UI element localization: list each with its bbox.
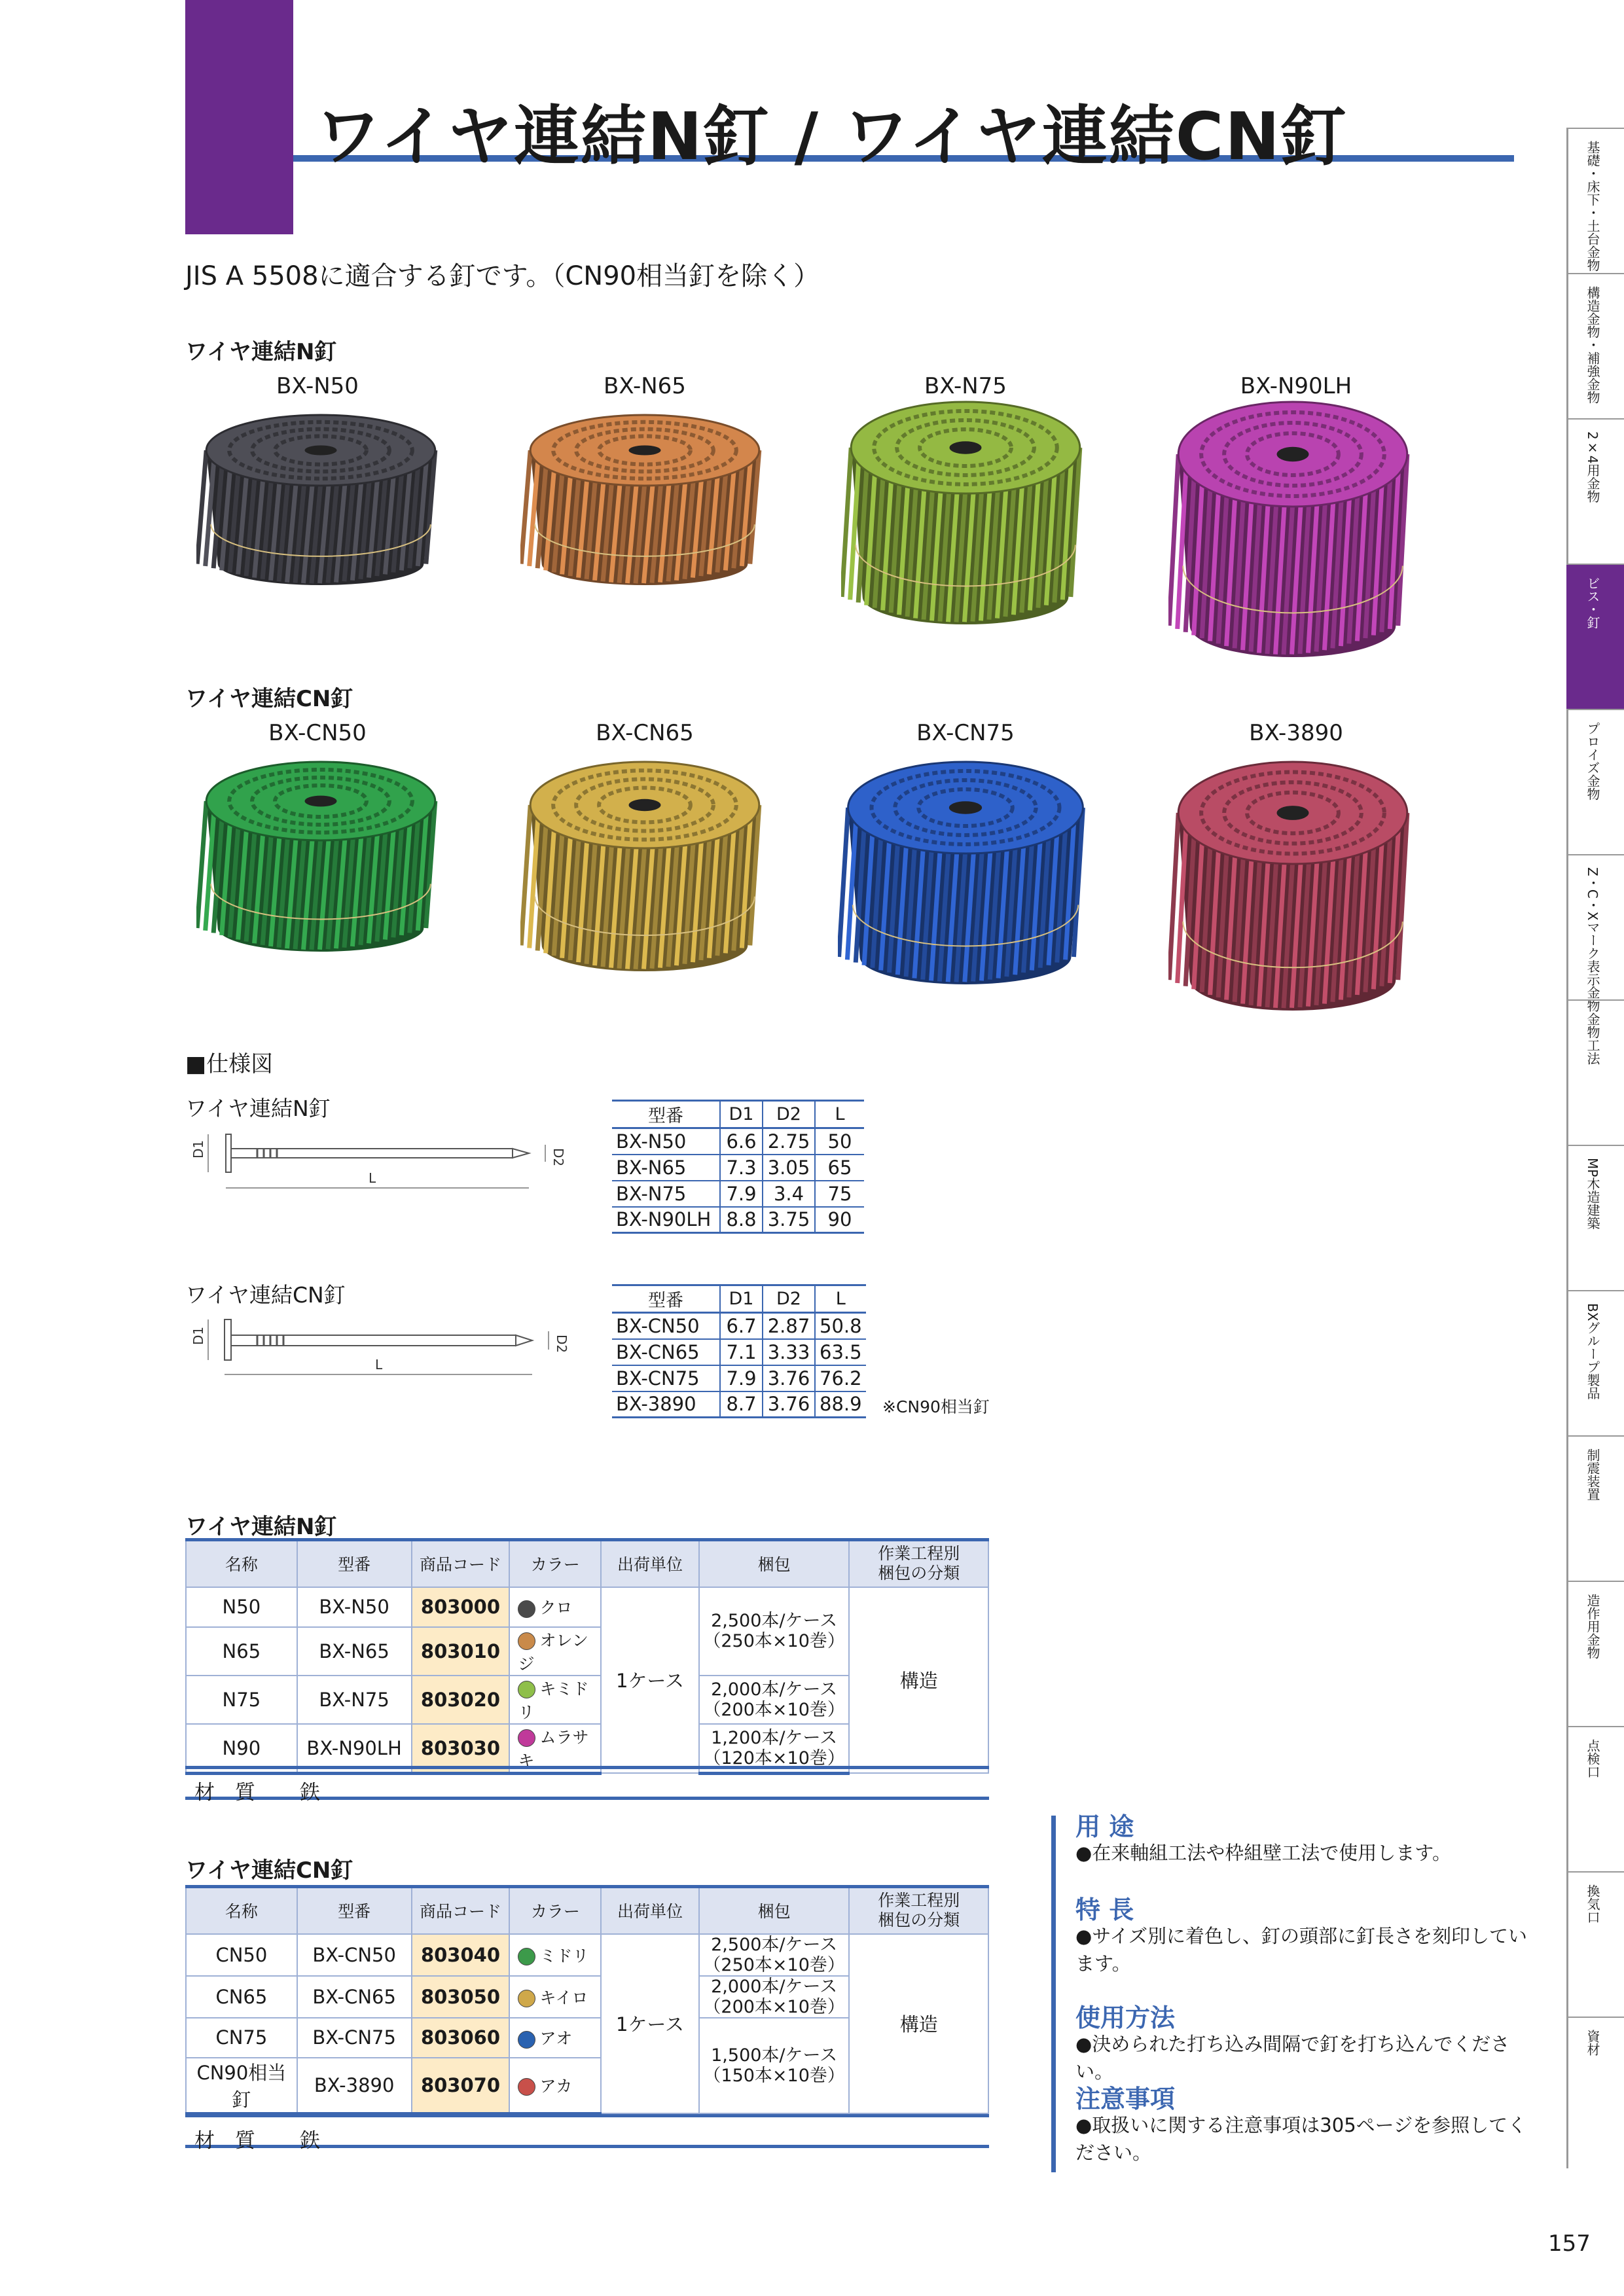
nail-coil-image bbox=[1168, 399, 1417, 661]
model-cell: BX-N75 bbox=[297, 1676, 412, 1724]
col-header: 出荷単位 bbox=[601, 1887, 699, 1934]
spec-cell: 65 bbox=[815, 1155, 864, 1181]
model-cell: BX-CN65 bbox=[297, 1976, 412, 2018]
spec-cell: BX-CN75 bbox=[612, 1365, 720, 1391]
color-label: アオ bbox=[539, 2029, 573, 2048]
spec-row bbox=[612, 1313, 866, 1339]
spec-cell: 63.5 bbox=[815, 1339, 866, 1365]
side-tab-label: 造作用金物 bbox=[1585, 1594, 1600, 1659]
spec-label-n: ワイヤ連結N釘 bbox=[185, 1096, 331, 1121]
side-tab[interactable] bbox=[1566, 1726, 1624, 1871]
page-title: ワイヤ連結N釘 / ワイヤ連結CN釘 bbox=[316, 98, 1348, 175]
color-swatch-icon bbox=[518, 2078, 535, 2096]
l-label: L bbox=[375, 1357, 383, 1372]
model-cell: BX-N90LH bbox=[297, 1724, 412, 1774]
spec-row bbox=[612, 1128, 864, 1155]
side-tab-label: 点検口 bbox=[1585, 1739, 1600, 1778]
side-tab[interactable] bbox=[1566, 1290, 1624, 1435]
material-row bbox=[185, 2114, 989, 2153]
product-table-cn bbox=[185, 1885, 989, 2115]
product-name-cell: CN50 bbox=[186, 1934, 297, 1976]
spec-cell: 7.9 bbox=[720, 1365, 763, 1391]
nail-coil-image bbox=[841, 399, 1090, 628]
product-label: BX-3890 bbox=[1249, 720, 1343, 746]
caution-heading: 注意事項 bbox=[1075, 2085, 1176, 2113]
spec-cell: BX-3890 bbox=[612, 1391, 720, 1418]
model-cell: BX-N50 bbox=[297, 1587, 412, 1627]
col-header: 出荷単位 bbox=[601, 1540, 699, 1587]
spec-cell: 6.7 bbox=[720, 1313, 763, 1339]
col-header: 型番 bbox=[297, 1887, 412, 1934]
info-accent-bar bbox=[1051, 1816, 1056, 2172]
side-tab[interactable] bbox=[1566, 418, 1624, 564]
spec-cell: 75 bbox=[815, 1181, 864, 1207]
product-name-cell: CN65 bbox=[186, 1976, 297, 2018]
product-label: BX-N50 bbox=[276, 373, 359, 399]
col-header: D1 bbox=[720, 1101, 763, 1128]
section-heading-n: ワイヤ連結N釘 bbox=[185, 339, 337, 365]
col-header: 名称 bbox=[186, 1887, 297, 1934]
product-code-cell: 803070 bbox=[412, 2058, 510, 2114]
product-name-cell: N65 bbox=[186, 1627, 297, 1676]
l-label: L bbox=[369, 1170, 376, 1186]
packaging-cell: 2,000本/ケース （200本×10巻） bbox=[699, 1676, 850, 1724]
side-tab-label: Z・C・Xマーク表示金物 bbox=[1585, 867, 1600, 1013]
product-label: BX-CN50 bbox=[268, 720, 367, 746]
color-label: アカ bbox=[539, 2076, 573, 2096]
col-header: 名称 bbox=[186, 1540, 297, 1587]
process-category-cell: 構造 bbox=[849, 1934, 988, 2114]
spec-row bbox=[612, 1391, 866, 1418]
page-number: 157 bbox=[1548, 2231, 1591, 2257]
spec-row bbox=[612, 1155, 864, 1181]
caution-text: ●取扱いに関する注意事項は305ページを参照してください。 bbox=[1075, 2114, 1527, 2164]
col-header: カラー bbox=[509, 1887, 601, 1934]
product-label: BX-CN65 bbox=[596, 720, 694, 746]
col-header: 梱包 bbox=[699, 1887, 850, 1934]
col-header: L bbox=[815, 1285, 866, 1313]
packaging-cell: 1,500本/ケース （150本×10巻） bbox=[699, 2018, 850, 2114]
material-label: 材 質 bbox=[194, 2129, 255, 2153]
material-row bbox=[185, 1766, 989, 1804]
model-cell: BX-CN75 bbox=[297, 2018, 412, 2058]
usage-text: ●在来軸組工法や枠組壁工法で使用します。 bbox=[1075, 1842, 1451, 1864]
model-cell: BX-3890 bbox=[297, 2058, 412, 2114]
col-header: 商品コード bbox=[412, 1540, 510, 1587]
color-cell bbox=[509, 1976, 601, 2018]
side-tab[interactable] bbox=[1566, 709, 1624, 854]
color-label: クロ bbox=[539, 1598, 573, 1617]
spec-cell: 2.87 bbox=[763, 1313, 815, 1339]
spec-cell: 7.1 bbox=[720, 1339, 763, 1365]
spec-cell: 88.9 bbox=[815, 1391, 866, 1418]
color-label: オレンジ bbox=[518, 1630, 588, 1674]
col-header: 作業工程別 梱包の分類 bbox=[849, 1540, 988, 1587]
product-label: BX-N75 bbox=[924, 373, 1007, 399]
spec-heading: ■仕様図 bbox=[185, 1051, 274, 1077]
spec-table-cn bbox=[612, 1284, 866, 1418]
packaging-cell: 2,500本/ケース （250本×10巻） bbox=[699, 1587, 850, 1676]
col-header: D2 bbox=[763, 1285, 815, 1313]
spec-label-cn: ワイヤ連結CN釘 bbox=[185, 1282, 346, 1308]
side-tab[interactable] bbox=[1566, 128, 1624, 273]
side-tab-label: ビス・釘 bbox=[1585, 577, 1600, 629]
color-cell bbox=[509, 1587, 601, 1627]
spec-row bbox=[612, 1339, 866, 1365]
side-tab[interactable] bbox=[1566, 1581, 1624, 1726]
spec-cell: 8.8 bbox=[720, 1207, 763, 1233]
color-swatch-icon bbox=[518, 1990, 535, 2007]
side-tab[interactable] bbox=[1566, 1435, 1624, 1581]
spec-cell: 8.7 bbox=[720, 1391, 763, 1418]
color-cell bbox=[509, 2018, 601, 2058]
spec-cell: 3.4 bbox=[763, 1181, 815, 1207]
product-code-cell: 803010 bbox=[412, 1627, 510, 1676]
spec-cell: 3.05 bbox=[763, 1155, 815, 1181]
color-swatch-icon bbox=[518, 1681, 535, 1698]
color-cell bbox=[509, 1627, 601, 1676]
side-tab-label: BXグループ製品 bbox=[1585, 1303, 1600, 1400]
spec-row bbox=[612, 1207, 864, 1233]
d1-label: D1 bbox=[190, 1139, 206, 1158]
product-label: BX-CN75 bbox=[916, 720, 1015, 746]
product-name-cell: CN90相当釘 bbox=[186, 2058, 297, 2114]
col-header: D2 bbox=[763, 1101, 815, 1128]
header-color-block bbox=[185, 0, 293, 234]
packaging-cell: 1,200本/ケース （120本×10巻） bbox=[699, 1724, 850, 1774]
col-header: 型番 bbox=[612, 1101, 720, 1128]
feature-text: ●サイズ別に着色し、釘の頭部に釘長さを刻印しています。 bbox=[1075, 1925, 1527, 1975]
spec-cell: 3.75 bbox=[763, 1207, 815, 1233]
side-tab[interactable] bbox=[1566, 564, 1624, 709]
spec-cell: 76.2 bbox=[815, 1365, 866, 1391]
color-swatch-icon bbox=[518, 2031, 535, 2049]
color-swatch-icon bbox=[518, 1600, 535, 1618]
product-code-cell: 803050 bbox=[412, 1976, 510, 2018]
col-header: 商品コード bbox=[412, 1887, 510, 1934]
product-label: BX-N90LH bbox=[1240, 373, 1352, 399]
usage-heading: 用 途 bbox=[1075, 1812, 1134, 1841]
spec-cell: 7.3 bbox=[720, 1155, 763, 1181]
side-tab-label: プロイズ金物 bbox=[1585, 722, 1600, 800]
col-header: 梱包 bbox=[699, 1540, 850, 1587]
product-name-cell: CN75 bbox=[186, 2018, 297, 2058]
col-header: 型番 bbox=[612, 1285, 720, 1313]
shipping-unit-cell: 1ケース bbox=[601, 1934, 699, 2114]
table-heading-n: ワイヤ連結N釘 bbox=[185, 1514, 337, 1540]
side-tab[interactable] bbox=[1566, 273, 1624, 418]
side-tab-label: 2×4用金物 bbox=[1585, 431, 1600, 503]
spec-footnote: ※CN90相当釘 bbox=[882, 1397, 990, 1416]
table-row bbox=[186, 1587, 988, 1627]
side-tab[interactable] bbox=[1566, 854, 1624, 1013]
product-code-cell: 803020 bbox=[412, 1676, 510, 1724]
spec-row bbox=[612, 1181, 864, 1207]
spec-cell: 50.8 bbox=[815, 1313, 866, 1339]
side-tab[interactable] bbox=[1566, 2017, 1624, 2162]
packaging-cell: 2,000本/ケース （200本×10巻） bbox=[699, 1976, 850, 2018]
table-heading-cn: ワイヤ連結CN釘 bbox=[185, 1857, 353, 1884]
d2-label: D2 bbox=[550, 1148, 566, 1167]
col-header: L bbox=[815, 1101, 864, 1128]
side-tab-label: 基礎・床下・土台金物 bbox=[1585, 141, 1600, 272]
color-label: ムラサキ bbox=[518, 1727, 589, 1770]
spec-cell: 3.33 bbox=[763, 1339, 815, 1365]
col-header: D1 bbox=[720, 1285, 763, 1313]
table-row bbox=[186, 1934, 988, 1976]
side-tab-label: 資材 bbox=[1585, 2030, 1600, 2056]
spec-cell: 3.76 bbox=[763, 1365, 815, 1391]
spec-row bbox=[612, 1365, 866, 1391]
feature-heading: 特 長 bbox=[1075, 1895, 1134, 1924]
color-cell bbox=[509, 1934, 601, 1976]
nail-dimension-diagram bbox=[185, 1122, 578, 1201]
method-heading: 使用方法 bbox=[1075, 2003, 1176, 2032]
spec-cell: 90 bbox=[815, 1207, 864, 1233]
d2-label: D2 bbox=[554, 1335, 569, 1354]
spec-cell: 6.6 bbox=[720, 1128, 763, 1155]
spec-cell: BX-CN65 bbox=[612, 1339, 720, 1365]
side-tab-label: 換気口 bbox=[1585, 1884, 1600, 1924]
product-code-cell: 803060 bbox=[412, 2018, 510, 2058]
material-value: 鉄 bbox=[300, 1781, 320, 1804]
side-tab-label: 金物工法 bbox=[1585, 1013, 1600, 1065]
spec-cell: 3.76 bbox=[763, 1391, 815, 1418]
spec-cell: BX-N90LH bbox=[612, 1207, 720, 1233]
material-value: 鉄 bbox=[300, 2129, 320, 2153]
color-swatch-icon bbox=[518, 1948, 535, 1965]
color-swatch-icon bbox=[518, 1729, 535, 1747]
col-header: カラー bbox=[509, 1540, 601, 1587]
spec-table-n bbox=[612, 1100, 864, 1234]
model-cell: BX-N65 bbox=[297, 1627, 412, 1676]
product-code-cell: 803030 bbox=[412, 1724, 510, 1774]
side-tab-label: 構造金物・補強金物 bbox=[1585, 286, 1600, 404]
col-header: 型番 bbox=[297, 1540, 412, 1587]
product-name-cell: N75 bbox=[186, 1676, 297, 1724]
model-cell: BX-CN50 bbox=[297, 1934, 412, 1976]
nail-coil-image bbox=[520, 412, 769, 589]
product-code-cell: 803040 bbox=[412, 1934, 510, 1976]
nail-coil-image bbox=[196, 412, 445, 589]
spec-cell: BX-CN50 bbox=[612, 1313, 720, 1339]
nail-coil-image bbox=[520, 759, 769, 975]
col-header: 作業工程別 梱包の分類 bbox=[849, 1887, 988, 1934]
packaging-cell: 2,500本/ケース （250本×10巻） bbox=[699, 1934, 850, 1976]
d1-label: D1 bbox=[190, 1326, 206, 1345]
method-text: ●決められた打ち込み間隔で釘を打ち込んでください。 bbox=[1075, 2033, 1510, 2083]
nail-coil-image bbox=[838, 759, 1093, 988]
material-label: 材 質 bbox=[194, 1781, 255, 1804]
color-label: キイロ bbox=[539, 1988, 588, 2007]
spec-cell: BX-N75 bbox=[612, 1181, 720, 1207]
spec-cell: 2.75 bbox=[763, 1128, 815, 1155]
side-tab[interactable] bbox=[1566, 1871, 1624, 2017]
side-tab[interactable] bbox=[1566, 999, 1624, 1145]
product-table-n bbox=[185, 1538, 989, 1775]
color-cell bbox=[509, 1676, 601, 1724]
spec-cell: 50 bbox=[815, 1128, 864, 1155]
product-name-cell: N50 bbox=[186, 1587, 297, 1627]
color-cell bbox=[509, 2058, 601, 2114]
nail-coil-image bbox=[196, 759, 445, 956]
spec-cell: BX-N50 bbox=[612, 1128, 720, 1155]
section-heading-cn: ワイヤ連結CN釘 bbox=[185, 686, 353, 712]
color-label: キミドリ bbox=[518, 1679, 589, 1722]
spec-cell: 7.9 bbox=[720, 1181, 763, 1207]
product-label: BX-N65 bbox=[604, 373, 686, 399]
nail-coil-image bbox=[1168, 759, 1417, 1014]
side-tab[interactable] bbox=[1566, 1145, 1624, 1290]
process-category-cell: 構造 bbox=[849, 1587, 988, 1774]
spec-cell: BX-N65 bbox=[612, 1155, 720, 1181]
side-tab-label: 制震装置 bbox=[1585, 1448, 1600, 1501]
page-subtitle: JIS A 5508に適合する釘です。（CN90相当釘を除く） bbox=[185, 261, 820, 291]
color-label: ミドリ bbox=[539, 1946, 589, 1965]
color-swatch-icon bbox=[518, 1632, 535, 1650]
nail-dimension-diagram bbox=[185, 1309, 578, 1388]
product-name-cell: N90 bbox=[186, 1724, 297, 1774]
product-code-cell: 803000 bbox=[412, 1587, 510, 1627]
shipping-unit-cell: 1ケース bbox=[601, 1587, 699, 1774]
side-tab-label: MP木造建築 bbox=[1585, 1158, 1600, 1230]
